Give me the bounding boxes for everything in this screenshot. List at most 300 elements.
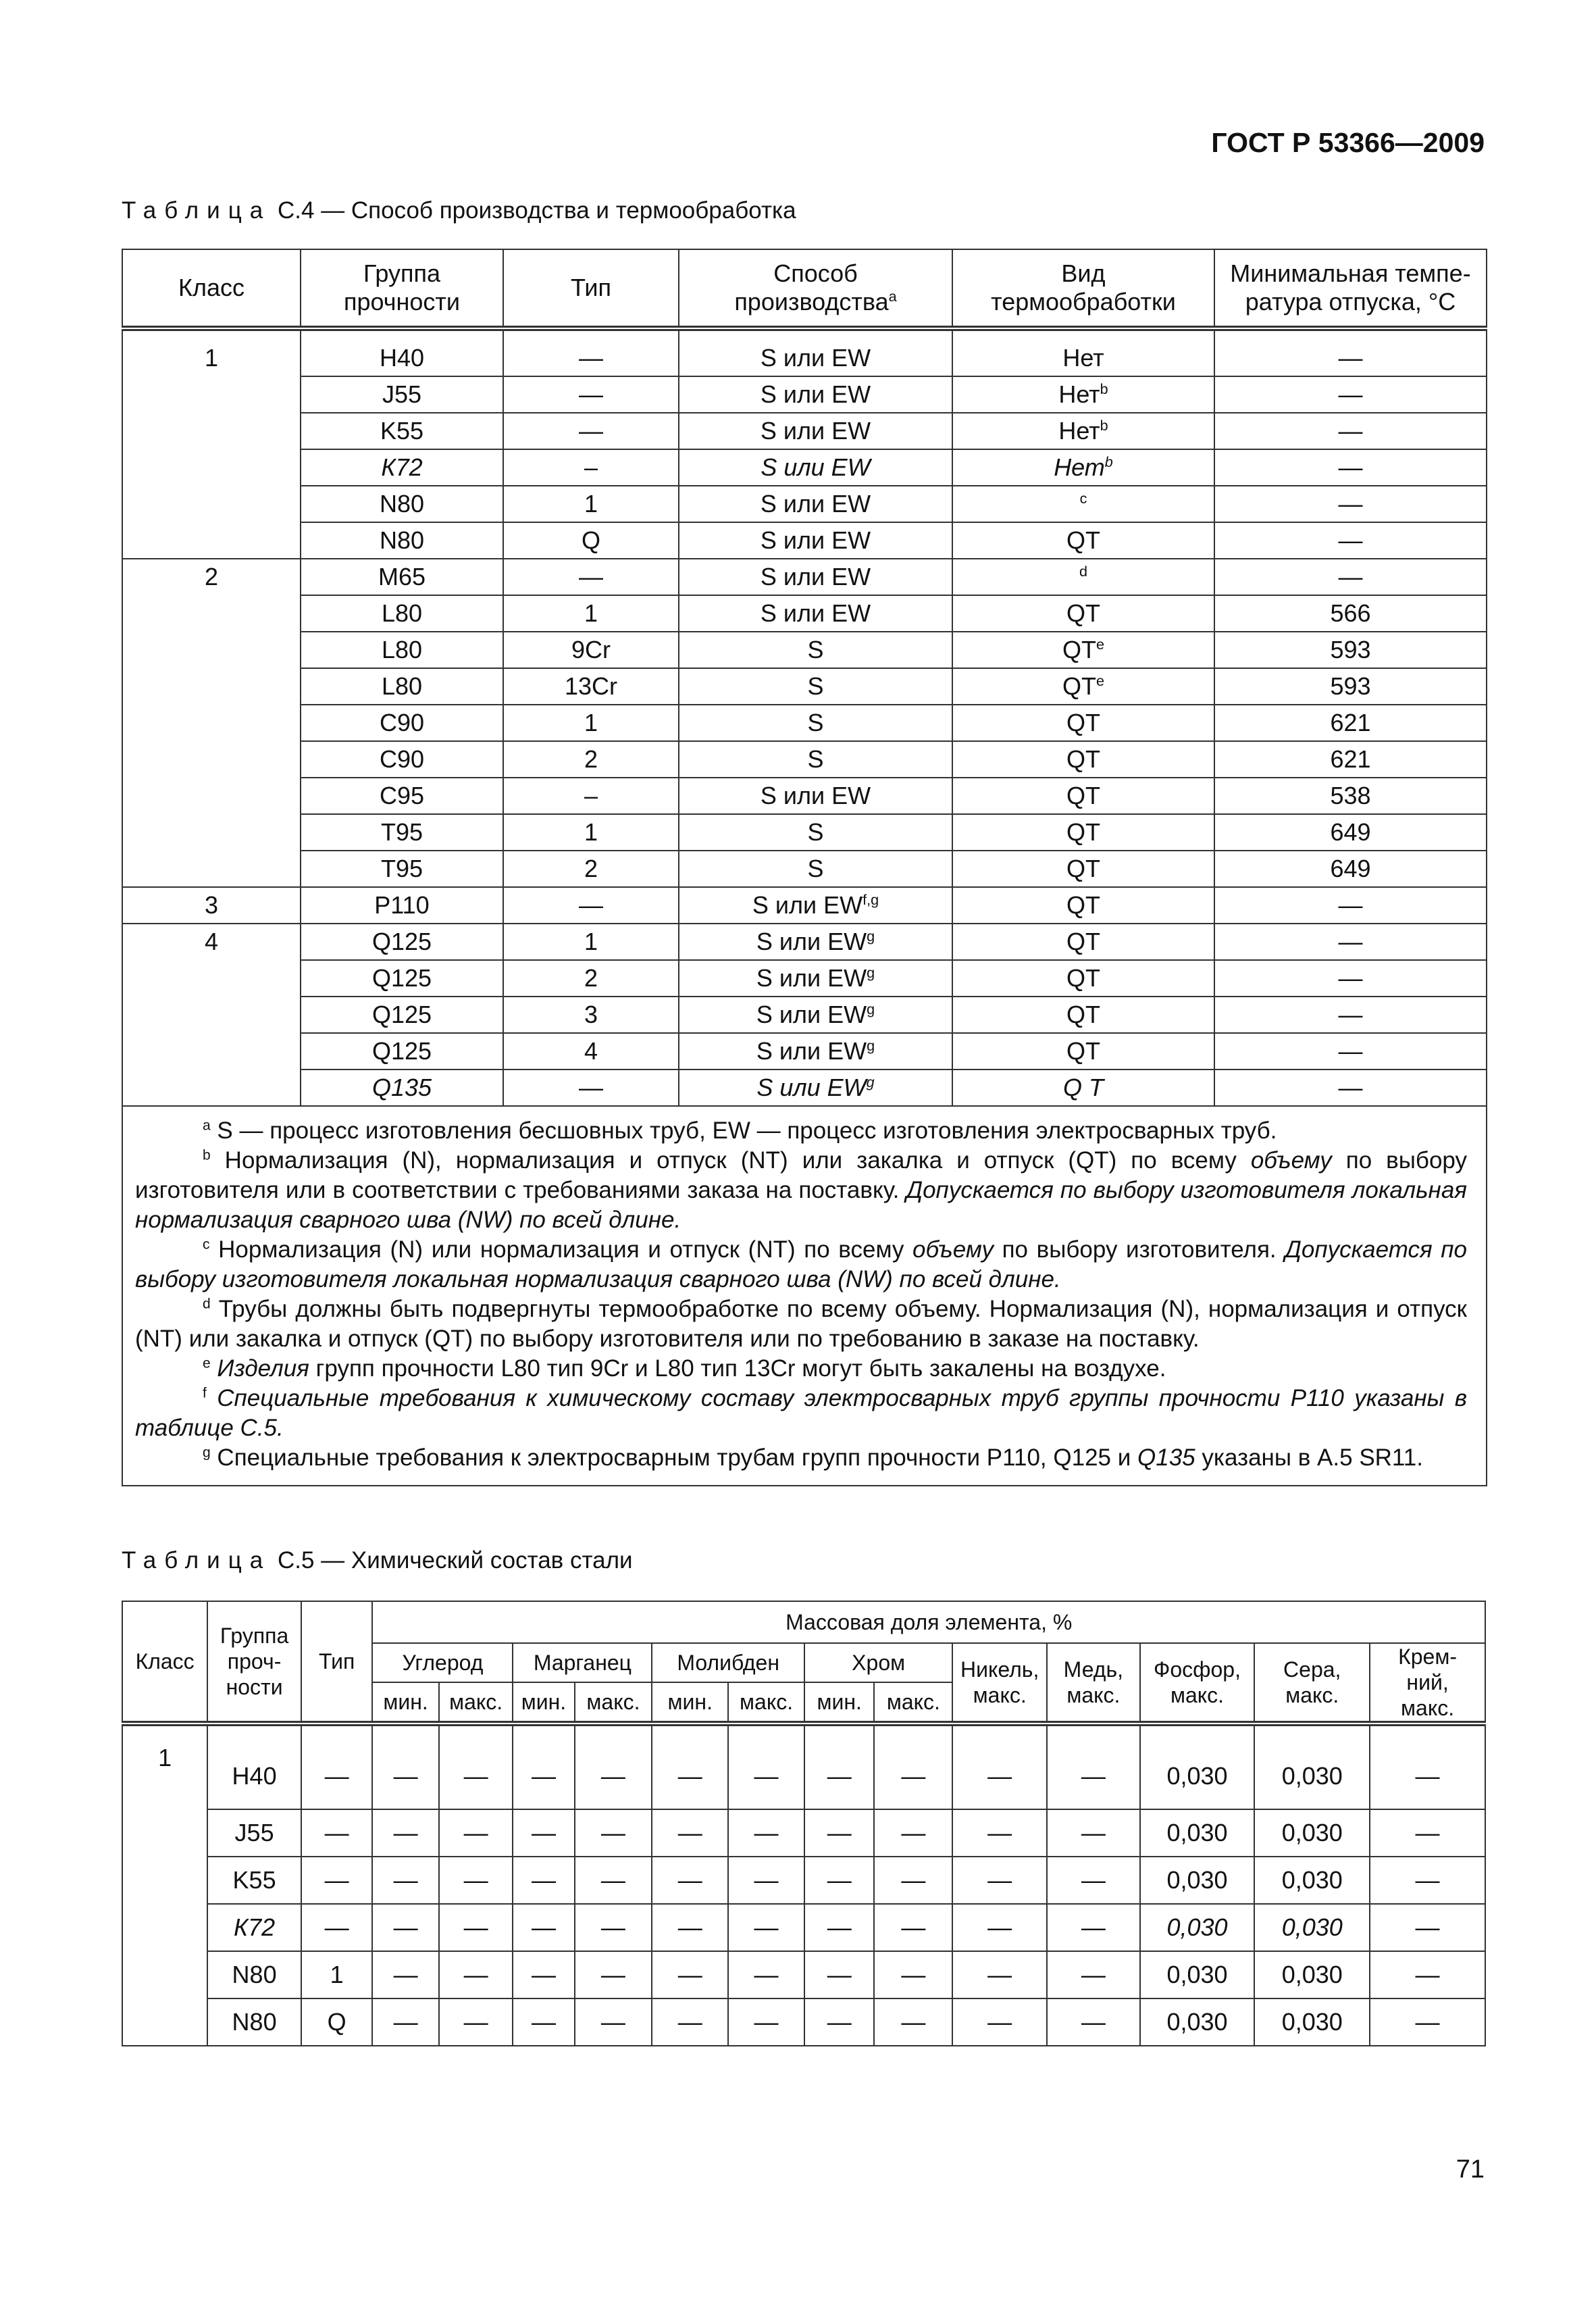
cell-vid-text: QT: [1066, 745, 1100, 773]
cell-vid-text: QT: [1066, 855, 1100, 882]
cell-element-value: —: [372, 1951, 438, 1998]
cell-vid-text: QT: [1066, 709, 1100, 736]
table-c4-caption-title: С.4 — Способ производства и термообработка: [271, 197, 796, 224]
cell-fosfor: 0,030: [1140, 1809, 1255, 1857]
cell-tip: —: [503, 376, 679, 413]
table-row: [122, 1904, 1485, 1951]
cell-gruppa: Q125: [301, 1033, 503, 1070]
cell-vid: [952, 449, 1214, 486]
cell-tip: 1: [503, 924, 679, 960]
table-row: [122, 1809, 1485, 1857]
cell-sposob: [679, 632, 952, 668]
cell-element-value: —: [952, 1724, 1047, 1809]
cell-gruppa: N80: [207, 1951, 301, 1998]
table-row: [122, 705, 1487, 741]
cell-min-temp: —: [1214, 328, 1487, 376]
header-marganets: Марганец: [513, 1643, 652, 1682]
cell-vid-text: Нет: [1058, 380, 1100, 408]
table-row: [122, 413, 1487, 449]
header-kremniy: [1370, 1643, 1485, 1724]
cell-gruppa: Q135: [301, 1070, 503, 1106]
cell-gruppa: L80: [301, 668, 503, 705]
cell-element-value: —: [1047, 1724, 1140, 1809]
cell-element-value: —: [728, 1724, 804, 1809]
footnote-a: [135, 1116, 1467, 1146]
footnote-marker: e: [203, 1355, 211, 1372]
cell-min-temp: —: [1214, 522, 1487, 559]
cell-element-value: —: [728, 1857, 804, 1904]
header-khrom: Хром: [804, 1643, 952, 1682]
cell-element-value: —: [874, 1951, 952, 1998]
header-sposob-footnote: a: [888, 288, 897, 305]
cell-tip: 1: [503, 486, 679, 522]
cell-tip: 1: [503, 814, 679, 851]
header-fosfor-line1: Фосфор,: [1154, 1657, 1241, 1682]
cell-element-value: —: [652, 1857, 728, 1904]
cell-tip: —: [301, 1904, 373, 1951]
header-sera-line1: Сера,: [1283, 1657, 1341, 1682]
cell-element-value: —: [652, 1904, 728, 1951]
cell-vid: [952, 741, 1214, 778]
cell-element-value: —: [513, 1809, 574, 1857]
cell-element-value: —: [575, 1904, 652, 1951]
cell-tip: 13Cr: [503, 668, 679, 705]
header-temp-line2: ратура отпуска, °С: [1245, 288, 1456, 316]
cell-sposob: [679, 376, 952, 413]
cell-element-value: —: [439, 1998, 513, 2046]
cell-sera: 0,030: [1254, 1998, 1370, 2046]
cell-klass: 1: [122, 1724, 207, 2046]
header-med: [1047, 1643, 1140, 1724]
cell-sposob-text: S или EW: [760, 344, 871, 372]
cell-vid-text: QT: [1066, 964, 1100, 992]
header-max: макс.: [874, 1682, 952, 1724]
cell-vid: [952, 705, 1214, 741]
cell-vid-text: QT: [1066, 928, 1100, 955]
cell-tip: Q: [301, 1998, 373, 2046]
cell-fosfor: 0,030: [1140, 1857, 1255, 1904]
header-max: макс.: [439, 1682, 513, 1724]
cell-gruppa: K55: [207, 1857, 301, 1904]
cell-element-value: —: [652, 1998, 728, 2046]
header-gruppa: [301, 249, 503, 328]
header-vid-line2: термообработки: [991, 288, 1176, 316]
cell-tip: –: [503, 778, 679, 814]
cell-element-value: —: [439, 1951, 513, 1998]
header-kremniy-line1: Крем-: [1398, 1644, 1457, 1669]
cell-element-value: —: [575, 1998, 652, 2046]
cell-element-value: —: [1047, 1809, 1140, 1857]
table-row: [122, 668, 1487, 705]
cell-gruppa: N80: [301, 522, 503, 559]
notes-row: [122, 1106, 1487, 1486]
cell-min-temp: 649: [1214, 814, 1487, 851]
cell-vid: [952, 960, 1214, 997]
header-sera: [1254, 1643, 1370, 1724]
table-row: [122, 328, 1487, 376]
cell-sposob: [679, 705, 952, 741]
cell-min-temp: —: [1214, 486, 1487, 522]
cell-tip: Q: [503, 522, 679, 559]
footnote-text: Допускается по выбору изготовителя локальная нормализация сварного шва (NW) по всей длине.: [135, 1236, 1468, 1292]
cell-vid-text: QT: [1066, 526, 1100, 554]
cell-sposob-text: S или EW: [760, 380, 871, 408]
cell-gruppa: T95: [301, 851, 503, 887]
table-row: [122, 924, 1487, 960]
cell-element-value: —: [372, 1809, 438, 1857]
header-molibden: Молибден: [652, 1643, 804, 1682]
cell-element-value: —: [513, 1951, 574, 1998]
cell-tip: —: [301, 1809, 373, 1857]
cell-gruppa: P110: [301, 887, 503, 924]
cell-sposob-text: S или EW: [760, 599, 871, 627]
cell-kremniy: —: [1370, 1998, 1485, 2046]
cell-gruppa: K55: [301, 413, 503, 449]
header-sposob-line1: Способ: [773, 259, 858, 287]
cell-kremniy: —: [1370, 1724, 1485, 1809]
footnote-ref: g: [867, 964, 875, 981]
table-row: [122, 1070, 1487, 1106]
cell-fosfor: 0,030: [1140, 1998, 1255, 2046]
cell-vid-text: QT: [1062, 636, 1096, 663]
cell-tip: —: [503, 413, 679, 449]
cell-element-value: —: [1047, 1998, 1140, 2046]
footnote-g: [135, 1443, 1467, 1473]
cell-vid-text: QT: [1066, 891, 1100, 919]
footnote-d: [135, 1294, 1467, 1354]
cell-tip: 1: [301, 1951, 373, 1998]
cell-klass: 3: [122, 887, 301, 924]
cell-tip: 4: [503, 1033, 679, 1070]
cell-vid-text: QT: [1062, 672, 1096, 700]
cell-kremniy: —: [1370, 1951, 1485, 1998]
cell-min-temp: 593: [1214, 668, 1487, 705]
cell-min-temp: 566: [1214, 595, 1487, 632]
footnote-text: Специальные требования к электросварным трубам групп прочности Р110, Q125 и: [210, 1444, 1138, 1471]
cell-tip: —: [503, 328, 679, 376]
cell-element-value: —: [728, 1998, 804, 2046]
cell-gruppa: L80: [301, 632, 503, 668]
footnote-text: Специальные требования к химическому составу электросварных труб группы прочности Р110 указаны в таблице С.5.: [135, 1385, 1467, 1441]
cell-sposob-text: S или EW: [756, 1074, 867, 1101]
cell-gruppa: L80: [301, 595, 503, 632]
cell-sposob: [679, 741, 952, 778]
header-temp-line1: Минимальная темпе-: [1230, 259, 1471, 287]
cell-sposob-text: S или EW: [761, 453, 871, 481]
cell-element-value: —: [874, 1724, 952, 1809]
header-min: мин.: [804, 1682, 874, 1724]
footnote-ref: f,g: [863, 891, 879, 908]
table-row: [122, 449, 1487, 486]
cell-tip: 1: [503, 595, 679, 632]
cell-min-temp: —: [1214, 449, 1487, 486]
table-row: [122, 522, 1487, 559]
footnote-b: [135, 1146, 1467, 1235]
table-row: [122, 1033, 1487, 1070]
header-tip: Тип: [503, 249, 679, 328]
table-row: [122, 851, 1487, 887]
footnote-text: указаны в А.5 SR11.: [1195, 1444, 1423, 1471]
table-row: [122, 741, 1487, 778]
cell-sera: 0,030: [1254, 1904, 1370, 1951]
header-max: макс.: [728, 1682, 804, 1724]
cell-sposob-text: S или EW: [760, 782, 871, 809]
cell-vid: [952, 668, 1214, 705]
cell-element-value: —: [804, 1951, 874, 1998]
footnote-ref: b: [1100, 417, 1108, 434]
cell-min-temp: —: [1214, 376, 1487, 413]
cell-tip: —: [301, 1857, 373, 1904]
cell-sera: 0,030: [1254, 1857, 1370, 1904]
cell-element-value: —: [804, 1857, 874, 1904]
footnote-marker: g: [203, 1444, 211, 1461]
cell-sera: 0,030: [1254, 1951, 1370, 1998]
footnote-text: по выбору изготовителя.: [993, 1236, 1285, 1263]
cell-min-temp: 649: [1214, 851, 1487, 887]
cell-sera: 0,030: [1254, 1724, 1370, 1809]
cell-sposob: [679, 668, 952, 705]
cell-klass: 4: [122, 924, 301, 1106]
cell-element-value: —: [874, 1809, 952, 1857]
footnote-marker: a: [203, 1117, 211, 1134]
cell-vid-text: Нет: [1054, 453, 1105, 481]
header-massovaya-dolya: Массовая доля элемента, %: [372, 1601, 1485, 1643]
header-min: мин.: [652, 1682, 728, 1724]
cell-sposob-text: S или EW: [756, 1037, 867, 1065]
cell-sposob: [679, 559, 952, 595]
cell-tip: 3: [503, 997, 679, 1033]
cell-gruppa: H40: [301, 328, 503, 376]
cell-vid-text: Нет: [1058, 417, 1100, 445]
cell-min-temp: —: [1214, 887, 1487, 924]
cell-element-value: —: [728, 1951, 804, 1998]
header-med-line2: макс.: [1066, 1683, 1121, 1707]
table-c4: [122, 249, 1487, 1486]
table-row: [122, 376, 1487, 413]
footnote-text: Изделия: [210, 1355, 309, 1382]
cell-element-value: —: [372, 1857, 438, 1904]
cell-min-temp: —: [1214, 559, 1487, 595]
cell-min-temp: 538: [1214, 778, 1487, 814]
footnote-ref: g: [866, 1074, 875, 1090]
footnote-c: [135, 1235, 1467, 1294]
cell-gruppa: Q125: [301, 960, 503, 997]
table-row: [122, 778, 1487, 814]
cell-element-value: —: [728, 1904, 804, 1951]
footnote-marker: d: [203, 1296, 211, 1312]
cell-min-temp: —: [1214, 1033, 1487, 1070]
cell-element-value: —: [952, 1951, 1047, 1998]
cell-gruppa: Q125: [301, 997, 503, 1033]
header-kremniy-line2: ний,: [1406, 1670, 1449, 1694]
cell-tip: —: [503, 1070, 679, 1106]
cell-tip: 9Cr: [503, 632, 679, 668]
footnote-ref: b: [1100, 380, 1108, 397]
cell-element-value: —: [439, 1724, 513, 1809]
cell-sposob: [679, 486, 952, 522]
header-gruppa: [207, 1601, 301, 1724]
footnote-ref: e: [1096, 636, 1104, 653]
cell-element-value: —: [513, 1724, 574, 1809]
cell-tip: 1: [503, 705, 679, 741]
table-c4-header-row: [122, 249, 1487, 328]
cell-vid: [952, 851, 1214, 887]
cell-sposob: [679, 814, 952, 851]
table-row: [122, 559, 1487, 595]
cell-sposob: [679, 997, 952, 1033]
cell-min-temp: —: [1214, 997, 1487, 1033]
table-c5-body: [122, 1724, 1485, 2046]
cell-min-temp: —: [1214, 413, 1487, 449]
cell-sera: 0,030: [1254, 1809, 1370, 1857]
cell-element-value: —: [804, 1998, 874, 2046]
footnote-ref: g: [867, 1001, 875, 1017]
cell-sposob-text: S: [807, 855, 824, 882]
footnote-text: Q135: [1137, 1444, 1195, 1471]
cell-element-value: —: [952, 1857, 1047, 1904]
cell-element-value: —: [439, 1904, 513, 1951]
footnote-text: Трубы должны быть подвергнуты термообработке по всему объему. Нормализация (N), нормализация и отпуск (NT) или закалка и отпуск (QT) по выбору изготовителя или по требованию в заказе на поставку.: [135, 1296, 1467, 1352]
footnote-text: Допускается по выбору изготовителя локальная нормализация сварного шва (NW) по всей длине.: [135, 1177, 1467, 1233]
cell-sposob: [679, 413, 952, 449]
cell-tip: –: [503, 449, 679, 486]
cell-vid-text: QT: [1066, 599, 1100, 627]
cell-gruppa: C95: [301, 778, 503, 814]
cell-element-value: —: [652, 1951, 728, 1998]
table-row: [122, 486, 1487, 522]
table-row: [122, 997, 1487, 1033]
header-vid-line1: Вид: [1061, 259, 1106, 287]
cell-min-temp: 621: [1214, 705, 1487, 741]
cell-min-temp: 621: [1214, 741, 1487, 778]
cell-tip: —: [503, 559, 679, 595]
document-code: ГОСТ Р 53366—2009: [1211, 127, 1485, 158]
table-c5-caption-title: С.5 — Химический состав стали: [271, 1547, 633, 1574]
cell-element-value: —: [952, 1904, 1047, 1951]
cell-vid-text: Q T: [1063, 1074, 1104, 1101]
cell-vid: [952, 778, 1214, 814]
cell-fosfor: 0,030: [1140, 1724, 1255, 1809]
cell-vid-text: QT: [1066, 1037, 1100, 1065]
cell-sposob-text: S или EW: [756, 1001, 867, 1028]
cell-vid: [952, 997, 1214, 1033]
cell-vid: [952, 1070, 1214, 1106]
header-gruppa-line2: прочности: [343, 288, 460, 316]
footnote-text: Нормализация (N) или нормализация и отпуск (NT) по всему: [209, 1236, 913, 1263]
table-c5-header-row-1: [122, 1601, 1485, 1643]
cell-element-value: —: [513, 1904, 574, 1951]
cell-element-value: —: [1047, 1857, 1140, 1904]
cell-gruppa: C90: [301, 741, 503, 778]
cell-element-value: —: [372, 1904, 438, 1951]
cell-fosfor: 0,030: [1140, 1904, 1255, 1951]
cell-vid: [952, 522, 1214, 559]
cell-element-value: —: [575, 1724, 652, 1809]
cell-gruppa: К72: [301, 449, 503, 486]
footnote-marker: f: [203, 1385, 207, 1401]
cell-sposob-text: S: [807, 636, 824, 663]
cell-tip: —: [301, 1724, 373, 1809]
cell-element-value: —: [874, 1857, 952, 1904]
cell-sposob: [679, 595, 952, 632]
cell-sposob: [679, 449, 952, 486]
cell-element-value: —: [372, 1724, 438, 1809]
cell-element-value: —: [804, 1904, 874, 1951]
header-sposob-line2: производства: [734, 288, 889, 316]
cell-vid-text: QT: [1066, 818, 1100, 846]
footnote-ref: b: [1104, 453, 1113, 470]
cell-sposob-text: S или EW: [760, 490, 871, 518]
header-uglerod: Углерод: [372, 1643, 513, 1682]
header-max: макс.: [575, 1682, 652, 1724]
cell-klass: 2: [122, 559, 301, 887]
cell-vid: [952, 632, 1214, 668]
table-row: [122, 1951, 1485, 1998]
cell-sposob-text: S или EW: [760, 417, 871, 445]
table-row: [122, 1998, 1485, 2046]
cell-sposob: [679, 924, 952, 960]
table-row: [122, 960, 1487, 997]
cell-gruppa: T95: [301, 814, 503, 851]
cell-gruppa: К72: [207, 1904, 301, 1951]
table-row: [122, 1724, 1485, 1809]
cell-element-value: —: [575, 1857, 652, 1904]
cell-sposob: [679, 1033, 952, 1070]
footnote-ref: c: [1079, 490, 1087, 507]
header-nikel-line2: макс.: [973, 1683, 1027, 1707]
cell-element-value: —: [652, 1724, 728, 1809]
cell-sposob: [679, 522, 952, 559]
header-temp: [1214, 249, 1487, 328]
cell-vid-text: Нет: [1062, 344, 1104, 372]
cell-gruppa: J55: [207, 1809, 301, 1857]
cell-sposob-text: S или EW: [756, 964, 867, 992]
footnote-ref: e: [1096, 672, 1104, 689]
header-klass: Класс: [122, 249, 301, 328]
cell-element-value: —: [575, 1951, 652, 1998]
footnote-text: по выбору изготовителя или в соответствии с требованиями заказа на поставку.: [135, 1147, 1467, 1203]
table-row: [122, 595, 1487, 632]
cell-vid: [952, 486, 1214, 522]
cell-tip: 2: [503, 741, 679, 778]
cell-vid: [952, 413, 1214, 449]
footnote-text: объему: [1250, 1147, 1332, 1174]
footnote-f: [135, 1384, 1467, 1443]
table-c4-body: [122, 328, 1487, 1486]
footnote-ref: d: [1079, 563, 1087, 580]
cell-gruppa: Q125: [301, 924, 503, 960]
header-tip: Тип: [301, 1601, 373, 1724]
cell-vid: [952, 328, 1214, 376]
cell-vid-text: QT: [1066, 782, 1100, 809]
cell-min-temp: —: [1214, 960, 1487, 997]
cell-gruppa: C90: [301, 705, 503, 741]
header-klass: Класс: [122, 1601, 207, 1724]
cell-fosfor: 0,030: [1140, 1951, 1255, 1998]
table-row: [122, 1857, 1485, 1904]
cell-sposob: [679, 960, 952, 997]
cell-min-temp: 593: [1214, 632, 1487, 668]
table-row: [122, 632, 1487, 668]
cell-sposob-text: S: [807, 745, 824, 773]
notes-cell: [122, 1106, 1487, 1486]
cell-vid: [952, 376, 1214, 413]
cell-element-value: —: [372, 1998, 438, 2046]
footnote-ref: g: [867, 928, 875, 945]
cell-sposob: [679, 1070, 952, 1106]
cell-element-value: —: [952, 1998, 1047, 2046]
cell-element-value: —: [513, 1998, 574, 2046]
